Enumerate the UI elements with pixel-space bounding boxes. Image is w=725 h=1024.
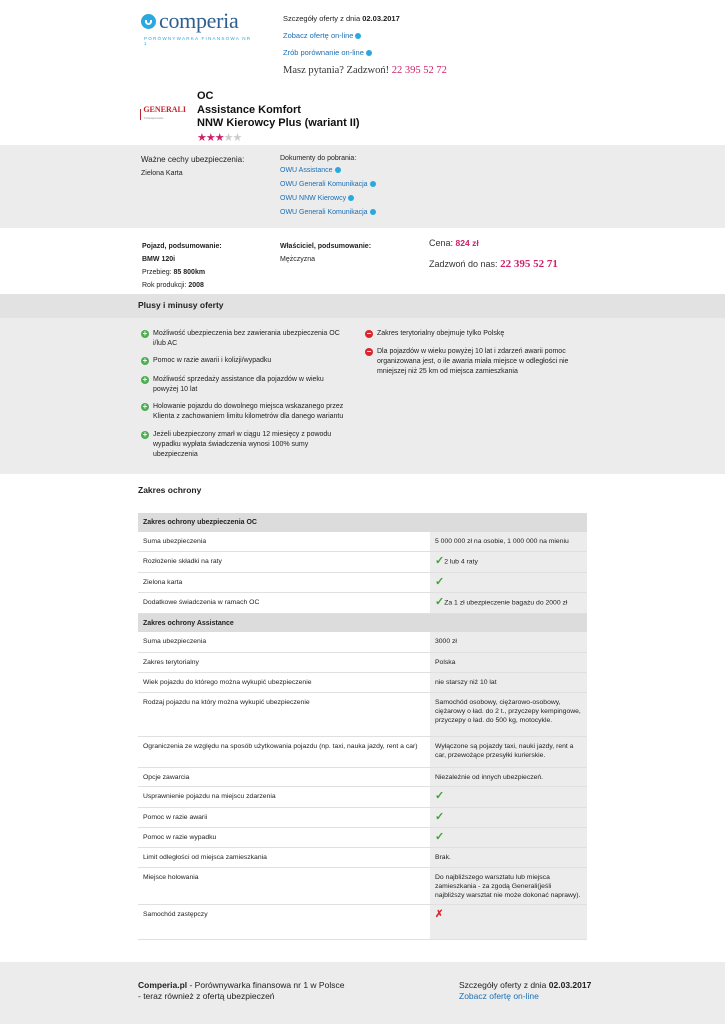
star-icon: ★	[223, 132, 233, 144]
table-row: Suma ubezpieczenia 3000 zł	[138, 632, 587, 652]
pro-item: + Możliwość ubezpieczenia bez zawierania ubezpieczenia OC i/lub AC	[142, 329, 340, 347]
call-phone[interactable]: 22 395 52 71	[500, 258, 558, 270]
generali-logo: GENERALI T.Ubezpieczenia	[140, 107, 186, 121]
pro-item: + Możliwość sprzedaży assistance dla pojazdów w wieku powyżej 10 lat	[142, 375, 324, 393]
offer-title-section	[0, 83, 725, 145]
table-row: Limit odległości od miejsca zamieszkania Brak.	[138, 847, 587, 867]
plus-icon: +	[142, 402, 148, 411]
lion-icon	[140, 109, 141, 120]
offer-date: Szczegóły oferty z dnia 02.03.2017	[283, 14, 400, 23]
table-row: Pomoc w razie wypadku ✓	[138, 827, 587, 847]
doc-link[interactable]: OWU Generali Komunikacja	[280, 181, 376, 188]
section-row: Zakres ochrony Assistance	[138, 613, 587, 632]
table-row: Samochód zastępczy ✗	[138, 904, 587, 939]
table-row: Zakres terytorialny Polska	[138, 652, 587, 672]
star-icon: ★	[197, 132, 206, 144]
doc-link[interactable]: OWU Assistance	[280, 167, 376, 174]
footer-see-online-link[interactable]: Zobacz ofertę on-line	[459, 991, 539, 1001]
plus-icon: +	[142, 375, 148, 384]
logo-tagline: PORÓWNYWARKA FINANSOWA NR 1	[144, 36, 252, 46]
plus-icon: +	[142, 356, 148, 365]
pros-cons-header: Plusy i minusy oferty	[0, 294, 725, 318]
rating-stars	[197, 131, 241, 144]
check-icon: ✓	[435, 810, 445, 823]
pro-item: + Jeżeli ubezpieczony zmarł w ciągu 12 miesięcy z powodu wypadku wypłata świadczenia wynosi 100% sumy ubezpieczenia	[142, 430, 332, 458]
arrow-icon	[366, 50, 372, 56]
star-icon: ★	[232, 132, 242, 144]
pros-cons-body	[0, 318, 725, 474]
con-item: − Zakres terytorialny obejmuje tylko Polskę	[366, 329, 505, 338]
see-offer-online-link[interactable]: Zobacz ofertę on-line	[283, 31, 354, 40]
con-item: − Dla pojazdów w wieku powyżej 10 lat i zdarzeń awarii pomoc organizowana jest, o ile awaria miała miejsce w odległości nie mniejszej niż 25 km od miejsca zamieszkania	[366, 347, 569, 375]
arrow-icon	[370, 209, 376, 215]
call-prompt: Masz pytania? Zadzwoń! 22 395 52 72	[283, 65, 447, 76]
section-row: Zakres ochrony ubezpieczenia OC	[138, 513, 587, 532]
page-footer	[0, 962, 725, 1024]
comperia-logo[interactable]	[141, 10, 256, 46]
table-row: Rozłożenie składki na raty ✓2 lub 4 raty	[138, 551, 587, 572]
table-row: Zielona karta ✓	[138, 572, 587, 592]
vehicle-summary: Pojazd, podsumowanie: BMW 120i Przebieg: 85 800km Rok produkcji: 2008	[142, 243, 222, 289]
pro-item: + Pomoc w razie awarii i kolizji/wypadku	[142, 356, 272, 365]
arrow-icon	[370, 181, 376, 187]
check-icon: ✓	[435, 830, 445, 843]
footer-right: Szczegóły oferty z dnia 02.03.2017 Zobacz ofertę on-line	[459, 980, 592, 1001]
doc-link[interactable]: OWU Generali Komunikacja	[280, 209, 376, 216]
cross-icon: ✗	[435, 908, 444, 920]
star-icon: ★	[214, 132, 224, 144]
table-row: Dodatkowe świadczenia w ramach OC ✓Za 1 zł ubezpieczenie bagażu do 2000 zł	[138, 592, 587, 613]
table-row: Opcje zawarcia Niezależnie od innych ubezpieczeń.	[138, 767, 587, 786]
header-info	[283, 14, 447, 84]
footer-left: Comperia.pl - Porównywarka finansowa nr 1 w Polsce - teraz również z ofertą ubezpieczeń	[138, 980, 345, 1001]
owner-summary: Właściciel, podsumowanie: Mężczyzna	[280, 243, 372, 263]
check-icon: ✓	[435, 575, 445, 588]
coverage-title: Zakres ochrony	[138, 485, 202, 495]
price-box: Cena: 824 zł Zadzwoń do nas: 22 395 52 71	[429, 238, 558, 270]
header-phone[interactable]: 22 395 52 72	[391, 65, 447, 76]
table-row: Rodzaj pojazdu na który można wykupić ubezpieczenie Samochód osobowy, ciężarowo-osobowy, ciężarowy o ład. do 2 t., przyczepy kempingowe, przyczepy o ład. do 500 kg, motocykle.	[138, 692, 587, 736]
pro-item: + Holowanie pojazdu do dowolnego miejsca wskazanego przez Klienta z zachowaniem limitu kilometrów dla danego wariantu	[142, 402, 344, 420]
offer-title: OC Assistance Komfort NNW Kierowcy Plus (wariant II)	[197, 90, 360, 129]
table-row: Suma ubezpieczenia 5 000 000 zł na osobie, 1 000 000 na mieniu	[138, 532, 587, 551]
page-header	[0, 0, 725, 83]
plus-icon: +	[142, 430, 148, 439]
key-features: Ważne cechy ubezpieczenia: Zielona Karta	[141, 155, 245, 177]
table-row: Usprawnienie pojazdu na miejscu zdarzenia ✓	[138, 786, 587, 807]
documents: Dokumenty do pobrania: OWU Assistance OWU Generali Komunikacja OWU NNW Kierowcy OWU Generali Komunikacja	[280, 155, 376, 223]
arrow-icon	[335, 167, 341, 173]
table-row: Wiek pojazdu do którego można wykupić ubezpieczenie nie starszy niż 10 lat	[138, 672, 587, 692]
minus-icon: −	[366, 347, 372, 356]
table-row: Miejsce holowania Do najbliższego warsztatu lub miejsca zamieszkania - za zgodą Generali(jeśli najbliższy warsztat nie może dokonać naprawy).	[138, 867, 587, 904]
compare-online-link[interactable]: Zrób porównanie on-line	[283, 48, 364, 57]
minus-icon: −	[366, 329, 372, 338]
table-row: Pomoc w razie awarii ✓	[138, 807, 587, 827]
arrow-icon	[348, 195, 354, 201]
plus-icon: +	[142, 329, 148, 338]
piggy-icon	[141, 14, 156, 29]
arrow-icon	[355, 33, 361, 39]
check-icon: ✓	[435, 595, 445, 608]
logo-text: comperia	[159, 8, 239, 33]
table-row: Ograniczenia ze względu na sposób użytkowania pojazdu (np. taxi, nauka jazdy, rent a car) Wyłączone są pojazdy taxi, nauki jazdy, rent a car, przewożące przesyłki kurierskie.	[138, 736, 587, 767]
check-icon: ✓	[435, 789, 445, 802]
doc-link[interactable]: OWU NNW Kierowcy	[280, 195, 376, 202]
star-icon: ★	[205, 132, 215, 144]
check-icon: ✓	[435, 554, 445, 567]
price: 824 zł	[455, 238, 479, 248]
coverage-table	[138, 513, 587, 940]
